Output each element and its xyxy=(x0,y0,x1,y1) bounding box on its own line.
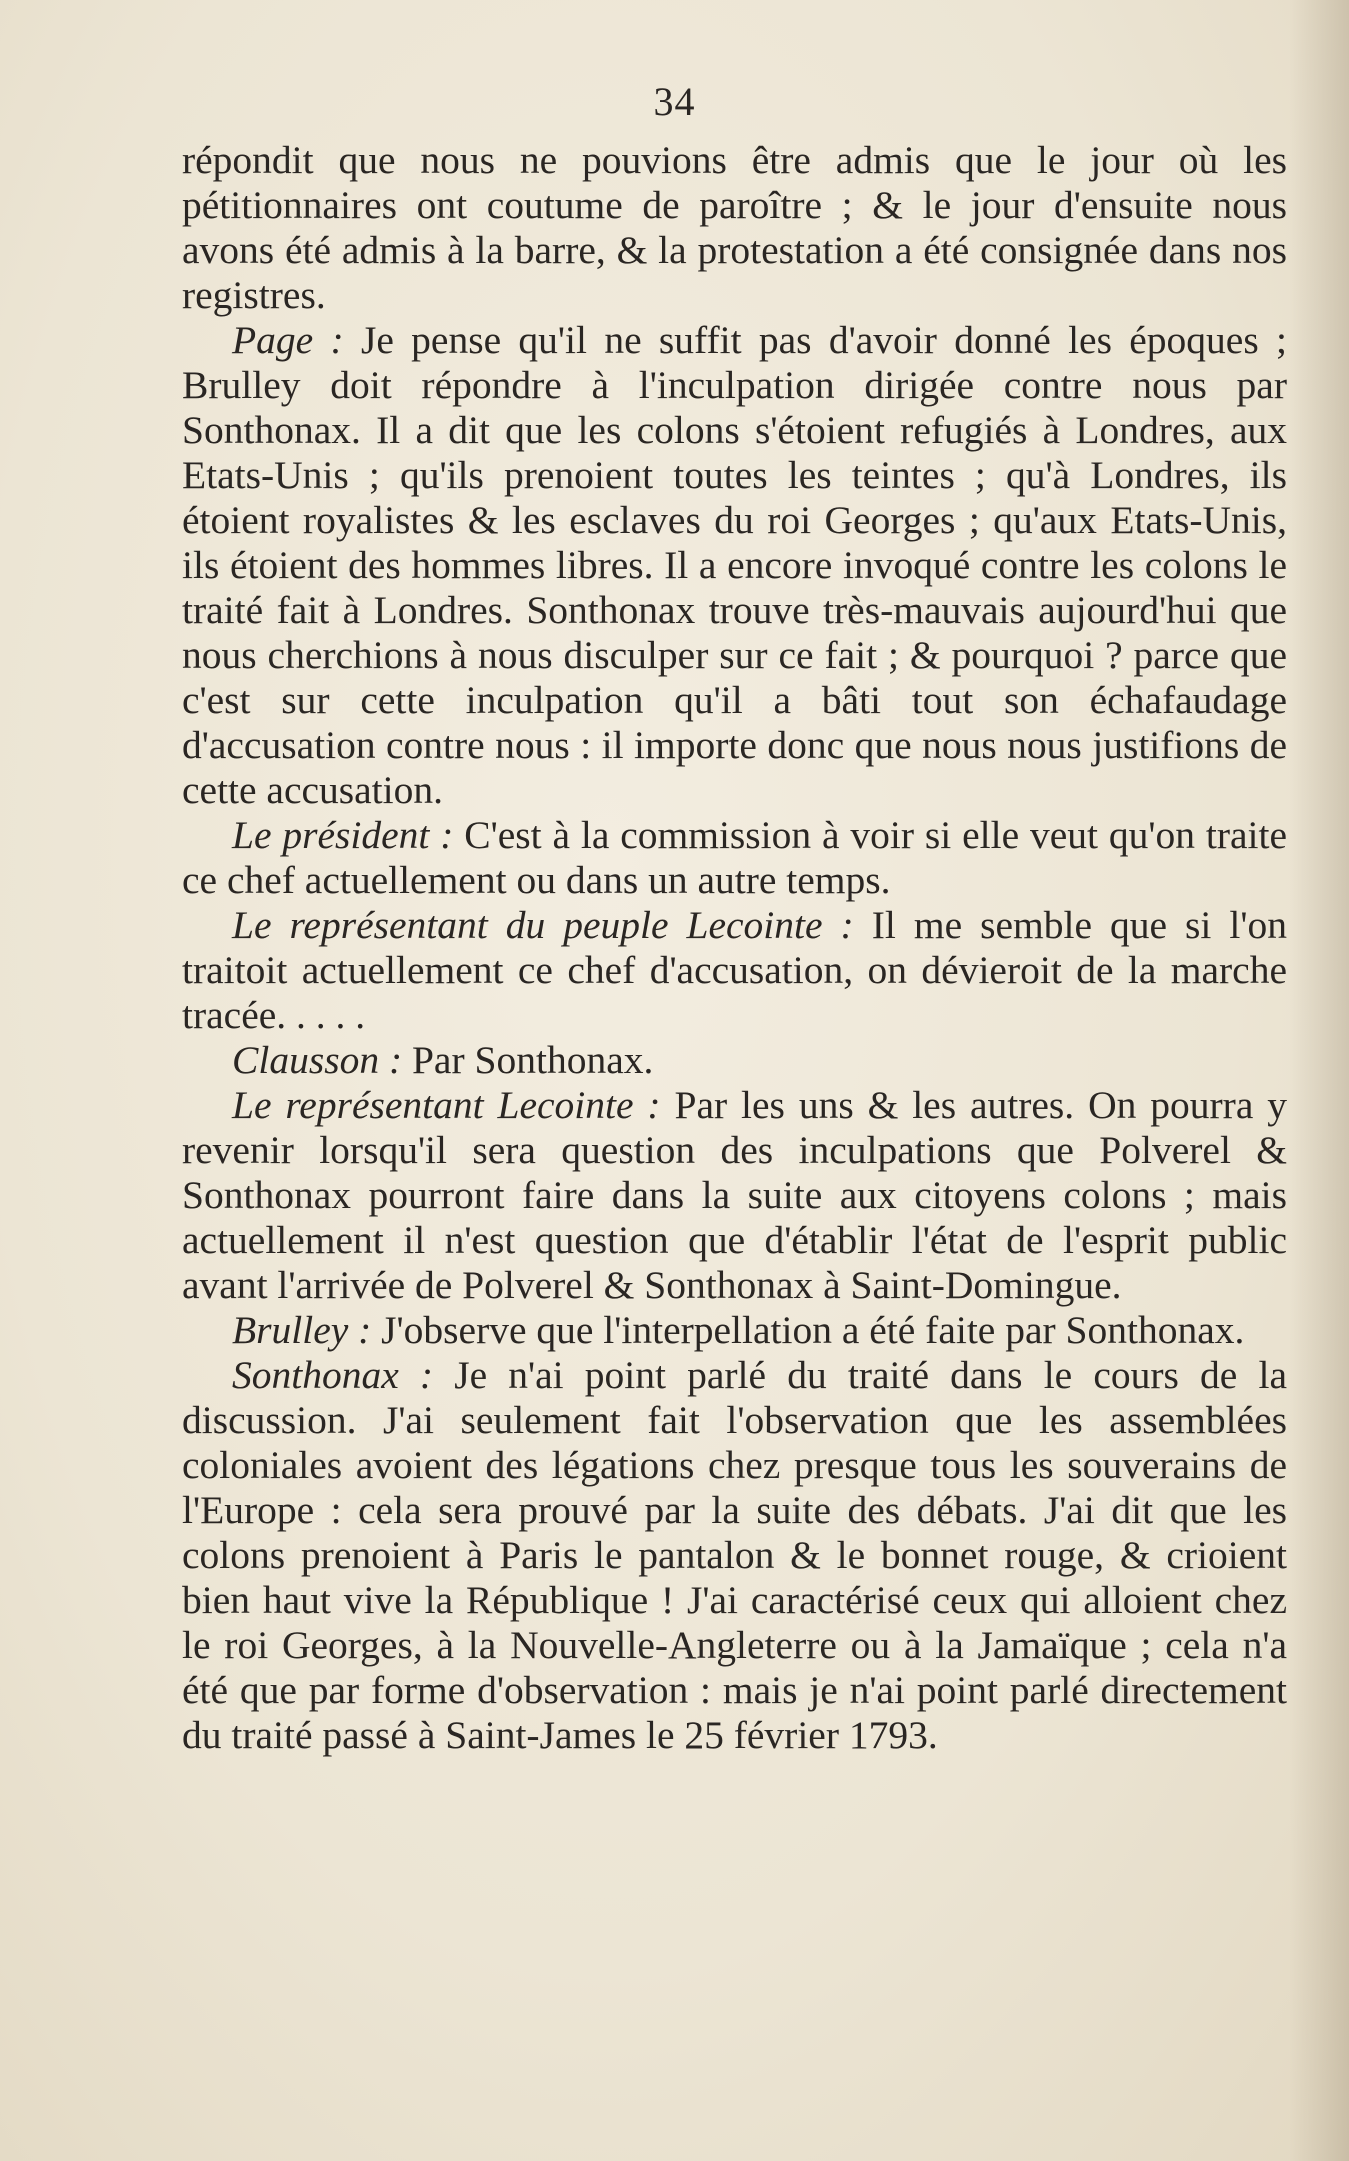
paragraph-text: répondit que nous ne pouvions être admis que le jour où les pétitionnaires ont coutume de paroître ; & le jour d'ensuite nous avons été admis à la barre, & la protestation a été consignée dans nos registres. xyxy=(182,138,1287,317)
speaker-name: Page : xyxy=(232,318,344,362)
paragraph-lecointe-1 xyxy=(182,903,1287,1038)
page-edge-shadow xyxy=(1289,0,1349,2161)
speaker-name: Le président : xyxy=(232,813,454,857)
page-number: 34 xyxy=(653,79,696,124)
speaker-name: Sonthonax : xyxy=(232,1353,434,1397)
page-text xyxy=(182,138,1287,1758)
speaker-name: Clausson : xyxy=(232,1038,403,1082)
paragraph-page xyxy=(182,318,1287,813)
paragraph-brulley xyxy=(182,1308,1287,1353)
paragraph-continuation xyxy=(182,138,1287,318)
paragraph-president xyxy=(182,813,1287,903)
paragraph-text: Je pense qu'il ne suffit pas d'avoir donné les époques ; Brulley doit répondre à l'inculpation dirigée contre nous par Sonthonax. Il a dit que les colons s'étoient refugiés à Londres, aux Etats-Unis ; qu'ils prenoient toutes les teintes ; qu'à Londres, ils étoient royalistes & les esclaves du roi Georges ; qu'aux Etats-Unis, ils étoient des hommes libres. Il a encore invoqué contre les colons le traité fait à Londres. Sonthonax trouve très-mauvais aujourd'hui que nous cherchions à nous disculper sur ce fait ; & pourquoi ? parce que c'est sur cette inculpation qu'il a bâti tout son échafaudage d'accusation contre nous : il importe donc que nous nous justifions de cette accusation. xyxy=(182,318,1287,812)
paragraph-text: Il me semble que si l'on traitoit actuellement ce chef d'accusation, on dévieroit de la marche tracée. . . . . xyxy=(182,903,1287,1037)
paragraph-text: J'observe que l'interpellation a été faite par Sonthonax. xyxy=(371,1308,1245,1352)
speaker-name: Le représentant du peuple Lecointe : xyxy=(232,903,854,947)
speaker-name: Le représentant Lecointe : xyxy=(232,1083,661,1127)
paragraph-sonthonax xyxy=(182,1353,1287,1758)
paragraph-text: Par les uns & les autres. On pourra y revenir lorsqu'il sera question des inculpations que Polverel & Sonthonax pourront faire dans la suite aux citoyens colons ; mais actuellement il n'est question que d'établir l'état de l'esprit public avant l'arrivée de Polverel & Sonthonax à Saint-Domingue. xyxy=(182,1083,1287,1307)
paragraph-clausson xyxy=(182,1038,1287,1083)
paragraph-text: C'est à la commission à voir si elle veut qu'on traite ce chef actuellement ou dans un autre temps. xyxy=(182,813,1287,902)
paragraph-lecointe-2 xyxy=(182,1083,1287,1308)
paragraph-text: Par Sonthonax. xyxy=(402,1038,654,1082)
speaker-name: Brulley : xyxy=(232,1308,372,1352)
paragraph-text: Je n'ai point parlé du traité dans le cours de la discussion. J'ai seulement fait l'observation que les assemblées coloniales avoient des légations chez presque tous les souverains de l'Europe : cela sera prouvé par la suite des débats. J'ai dit que les colons prenoient à Paris le pantalon & le bonnet rouge, & crioient bien haut vive la République ! J'ai caractérisé ceux qui alloient chez le roi Georges, à la Nouvelle-Angleterre ou à la Jamaïque ; cela n'a été que par forme d'observation : mais je n'ai point parlé directement du traité passé à Saint-James le 25 février 1793. xyxy=(182,1353,1287,1757)
